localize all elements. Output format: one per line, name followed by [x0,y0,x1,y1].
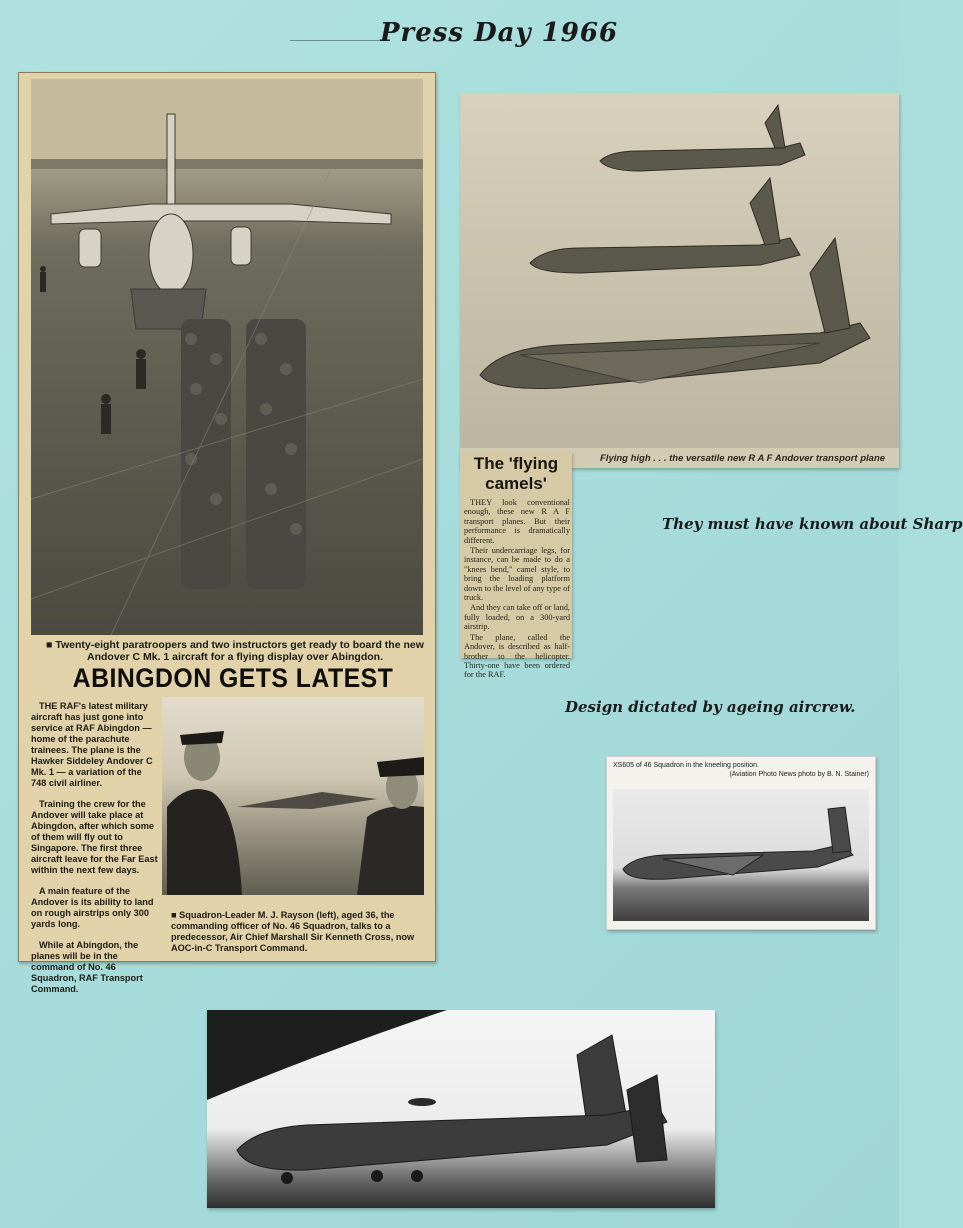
lineup-photo [207,1010,715,1208]
article-paragraph: THEY look conventional enough, these new R A F transport planes. But their performance is dramatically different. [464,498,570,545]
article-paragraph: Training the crew for the Andover will take place at Abingdon, after which some of them will fly out to Singapore. The first three aircraft leave for the Far East within the next few days. [31,799,158,875]
flying-camels-article [460,452,572,680]
flying-high-clipping [460,93,899,468]
bottom-photo [207,1010,715,1208]
formation-photo [460,93,899,448]
article-paragraph: Their undercarriage legs, for instance, can be made to do a "knees bend," camel style, to bring the loading platform down to the level of any type of truck. [464,546,570,603]
article-paragraph: A main feature of the Andover is its ability to land on rough airstrips only 300 yards long. [31,886,154,929]
title-rule [290,40,380,41]
xs605-photo-card [606,756,876,930]
article-paragraph: THE RAF's latest military aircraft has just gone into service at RAF Abingdon — home of the parachute trainees. The plane is the Hawker Siddeley Andover C Mk. 1 — a variation of the 748 civil airliner. [31,701,153,788]
handwritten-note-sharp: They must have known about Sharp [662,515,963,533]
article-paragraph: While at Abingdon, the planes will be in the command of No. 46 Squadron, RAF Transport Command. [31,940,143,994]
abingdon-clipping [18,72,436,994]
paratroopers-photo [31,79,423,635]
xs605-caption-line2: (Aviation Photo News photo by B. N. Stainer) [729,771,869,778]
flying-camels-headline: The 'flying camels' [473,454,559,493]
paratroopers-caption: ■ Twenty-eight paratroopers and two instructors get ready to board the new Andover C Mk. 1 aircraft for a flying display over Abingdon. [46,639,424,663]
officers-illustration [162,697,424,895]
xs605-caption [613,761,869,779]
paratroopers-illustration [31,79,423,635]
kneeling-andover-illustration [613,789,869,921]
flying-camels-body [464,498,570,681]
article-paragraph: The plane, called the Andover, is described as half-brother to the helicopter. Thirty-one have been ordered for the RAF. [464,632,570,680]
abingdon-headline: ABINGDON GETS LATEST [72,663,394,693]
officers-caption: ■ Squadron-Leader M. J. Rayson (left), aged 36, the commanding officer of No. 46 Squadron, talks to a predecessor, Air Chief Marshall Sir Kenneth Cross, now AOC-in-C Transport Command. [171,910,415,953]
flying-high-caption: Flying high . . . the versatile new R A F Andover transport plane [600,453,886,464]
article-paragraph: And they can take off or land, fully loaded, on a 300-yard airstrip. [464,603,570,632]
xs605-photo [613,789,869,921]
three-andovers-illustration [460,93,899,448]
xs605-caption-line1: XS605 of 46 Squadron in the kneeling position. [613,762,759,769]
page-title: Press Day 1966 [380,18,619,48]
handwritten-note-design: Design dictated by ageing aircrew. [565,698,856,716]
andover-lineup-illustration [207,1010,715,1208]
officers-photo [162,697,424,895]
abingdon-article-body [31,701,159,1005]
